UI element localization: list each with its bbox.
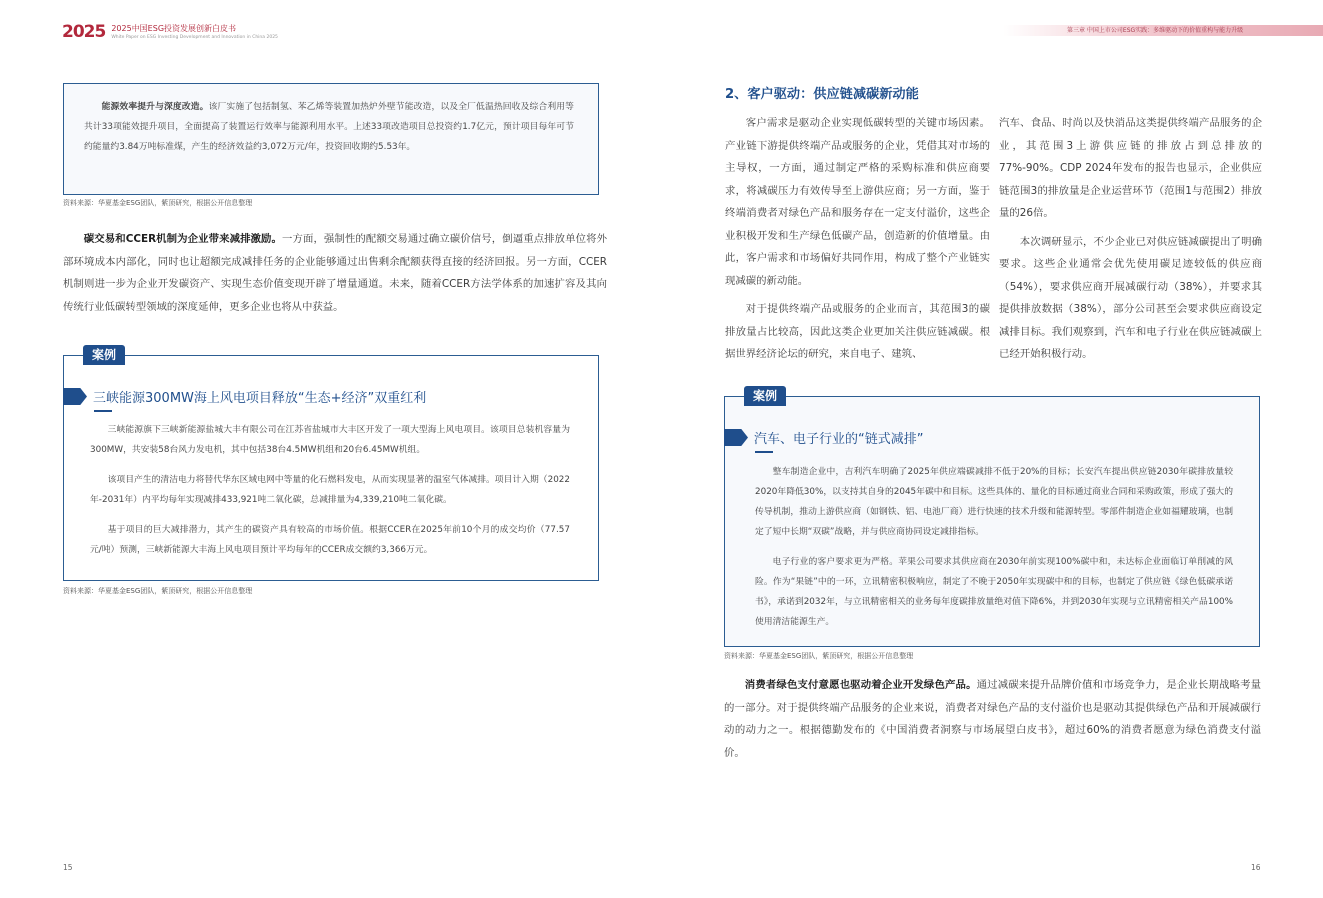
- chapter-banner: 第三章 中国上市公司ESG实践：多维驱动下的价值重构与能力升级: [1003, 25, 1323, 36]
- case-title: 汽车、电子行业的“链式减排”: [754, 432, 924, 447]
- case-paragraph: 整车制造企业中，吉利汽车明确了2025年供应端碳减排不低于20%的目标；长安汽车提出供应链2030年碳排放量较2020年降低30%，以支持其自身的2045年碳中和目标。这些具体的、量化的目标通过商业合同和采购政策，形成了强大的传导机制，推动上游供应商（如钢铁、铝、电池厂商）进行快速的技术升级和能源转型。零部件制造企业如福耀玻璃，也制定了短中长期“双碳”战略，并与供应商协同设定减排指标。: [755, 467, 1233, 537]
- info-box-text: [84, 97, 574, 157]
- case-paragraph: 基于项目的巨大减排潜力，其产生的碳资产具有较高的市场价值。根据CCER在2025年前10个月的成交均价（77.57元/吨）预测，三峡新能源大丰海上风电项目预计平均每年的CCER成交额约3,366万元。: [90, 525, 570, 555]
- section-title: 2、客户驱动：供应链减碳新动能: [725, 87, 919, 102]
- case-paragraph: 该项目产生的清洁电力将替代华东区域电网中等量的化石燃料发电，从而实现显著的温室气体减排。项目计入期（2022年-2031年）内平均每年实现减排433,921吨二氧化碳，总减排量为4,339,210吨二氧化碳。: [90, 475, 570, 505]
- case-title-underline: [94, 410, 112, 412]
- page-right: [662, 0, 1323, 898]
- source-note: 资料来源：华夏基金ESG团队，紫顶研究，根据公开信息整理: [63, 587, 253, 595]
- case-tag: 案例: [83, 345, 125, 365]
- info-box-energy: [63, 83, 599, 195]
- column-paragraph: 客户需求是驱动企业实现低碳转型的关键市场因素。产业链下游提供终端产品或服务的企业，凭借其对市场的主导权，一方面，通过制定严格的采购标准和供应商要求，将减碳压力有效传导至上游供应商；另一方面，鉴于终端消费者对绿色产品和服务存在一定支付溢价，这些企业积极开发和生产绿色低碳产品，创造新的价值增量。由此，客户需求和市场偏好共同作用，构成了整个产业链实现减碳的新动能。: [725, 117, 990, 287]
- column-paragraph: 对于提供终端产品或服务的企业而言，其范围3的碳排放量占比较高，因此这类企业更加关注供应链减碳。根据世界经济论坛的研究，来自电子、建筑、: [725, 303, 990, 360]
- case-title-row: [63, 387, 426, 406]
- paragraph-lead: 碳交易和CCER机制为企业带来减排激励。: [83, 233, 283, 245]
- case-title: 三峡能源300MW海上风电项目释放“生态+经济”双重红利: [93, 391, 427, 406]
- paragraph-ccer: [63, 228, 607, 318]
- source-note: 资料来源：华夏基金ESG团队，紫顶研究，根据公开信息整理: [63, 199, 253, 207]
- case-arrow-icon: [63, 388, 87, 405]
- paragraph-body: 一方面，强制性的配额交易通过确立碳价信号，倒逼重点排放单位将外部环境成本内部化，同时也让超额完成减排任务的企业能够通过出售剩余配额获得直接的经济回报。另一方面，CCER机制则进一步为企业开发碳资产、实现生态价值变现开辟了增量通道。未来，随着CCER方法学体系的加速扩容及其向传统行业低碳转型领域的深度延伸，更多企业也将从中获益。: [63, 233, 607, 313]
- info-box-body: 该厂实施了包括制氢、苯乙烯等装置加热炉外壁节能改造，以及全厂低温热回收及综合利用等共计33项能效提升项目，全面提高了装置运行效率与能源利用水平。上述33项改造项目总投资约1.7亿元，预计项目每年可节约能量约3.84万吨标准煤，产生的经济效益约3,072万元/年，投资回收期约5.53年。: [84, 102, 574, 152]
- source-note: 资料来源：华夏基金ESG团队，紫顶研究，根据公开信息整理: [724, 652, 914, 660]
- case-title-underline: [755, 451, 773, 453]
- case-paragraph: 三峡能源旗下三峡新能源盐城大丰有限公司在江苏省盐城市大丰区开发了一项大型海上风电项目。该项目总装机容量为300MW，共安装58台风力发电机，其中包括38台4.5MW机组和20台6.45MW机组。: [90, 425, 570, 455]
- report-title: 2025中国ESG投资发展创新白皮书: [111, 23, 237, 33]
- page-number: 16: [1251, 863, 1261, 872]
- report-subtitle: White Paper on ESG Investing Development and Innovation in China 2025: [111, 34, 278, 40]
- paragraph-lead: 消费者绿色支付意愿也驱动着企业开发绿色产品。: [744, 679, 977, 691]
- case-body: [90, 420, 570, 560]
- paragraph-consumer: [724, 674, 1261, 764]
- report-logo: 2025: [62, 22, 106, 42]
- column-paragraph: 本次调研显示，不少企业已对供应链减碳提出了明确要求。这些企业通常会优先使用碳足迹较低的供应商（54%），要求供应商开展减碳行动（38%），并要求其提供排放数据（38%），部分公司甚至会要求供应商设定减排目标。我们观察到，汽车和电子行业在供应链减碳上已经开始积极行动。: [999, 235, 1262, 360]
- column-left: [725, 112, 990, 366]
- page-left: [0, 0, 661, 898]
- case-body: [755, 462, 1233, 632]
- page-number: 15: [63, 863, 73, 872]
- column-paragraph: 汽车、食品、时尚以及快消品这类提供终端产品服务的企业，其范围3上游供应链的排放占到总排放的77%-90%。CDP 2024年发布的报告也显示，企业供应链范围3的排放量是企业运营环节（范围1与范围2）排放量的26倍。: [999, 117, 1262, 219]
- case-arrow-icon: [724, 429, 748, 446]
- column-right: [999, 112, 1262, 366]
- paragraph-body: 通过减碳来提升品牌价值和市场竞争力，是企业长期战略考量的一部分。对于提供终端产品服务的企业来说，消费者对绿色产品的支付溢价也是驱动其提供绿色产品和开展减碳行动的动力之一。根据德勤发布的《中国消费者洞察与市场展望白皮书》，超过60%的消费者愿意为绿色消费支付溢价。: [724, 679, 1262, 759]
- case-title-row: [724, 428, 923, 447]
- case-paragraph: 电子行业的客户要求更为严格。苹果公司要求其供应商在2030年前实现100%碳中和，未达标企业面临订单削减的风险。作为“果链”中的一环，立讯精密积极响应，制定了不晚于2050年实现碳中和的目标，也制定了供应链《绿色低碳承诺书》，承诺到2032年，与立讯精密相关的业务每年度碳排放量绝对值下降6%，并到2030年实现与立讯精密相关产品100%使用清洁能源生产。: [755, 557, 1233, 627]
- case-tag: 案例: [744, 386, 786, 406]
- info-box-lead: 能源效率提升与深度改造。: [101, 102, 209, 112]
